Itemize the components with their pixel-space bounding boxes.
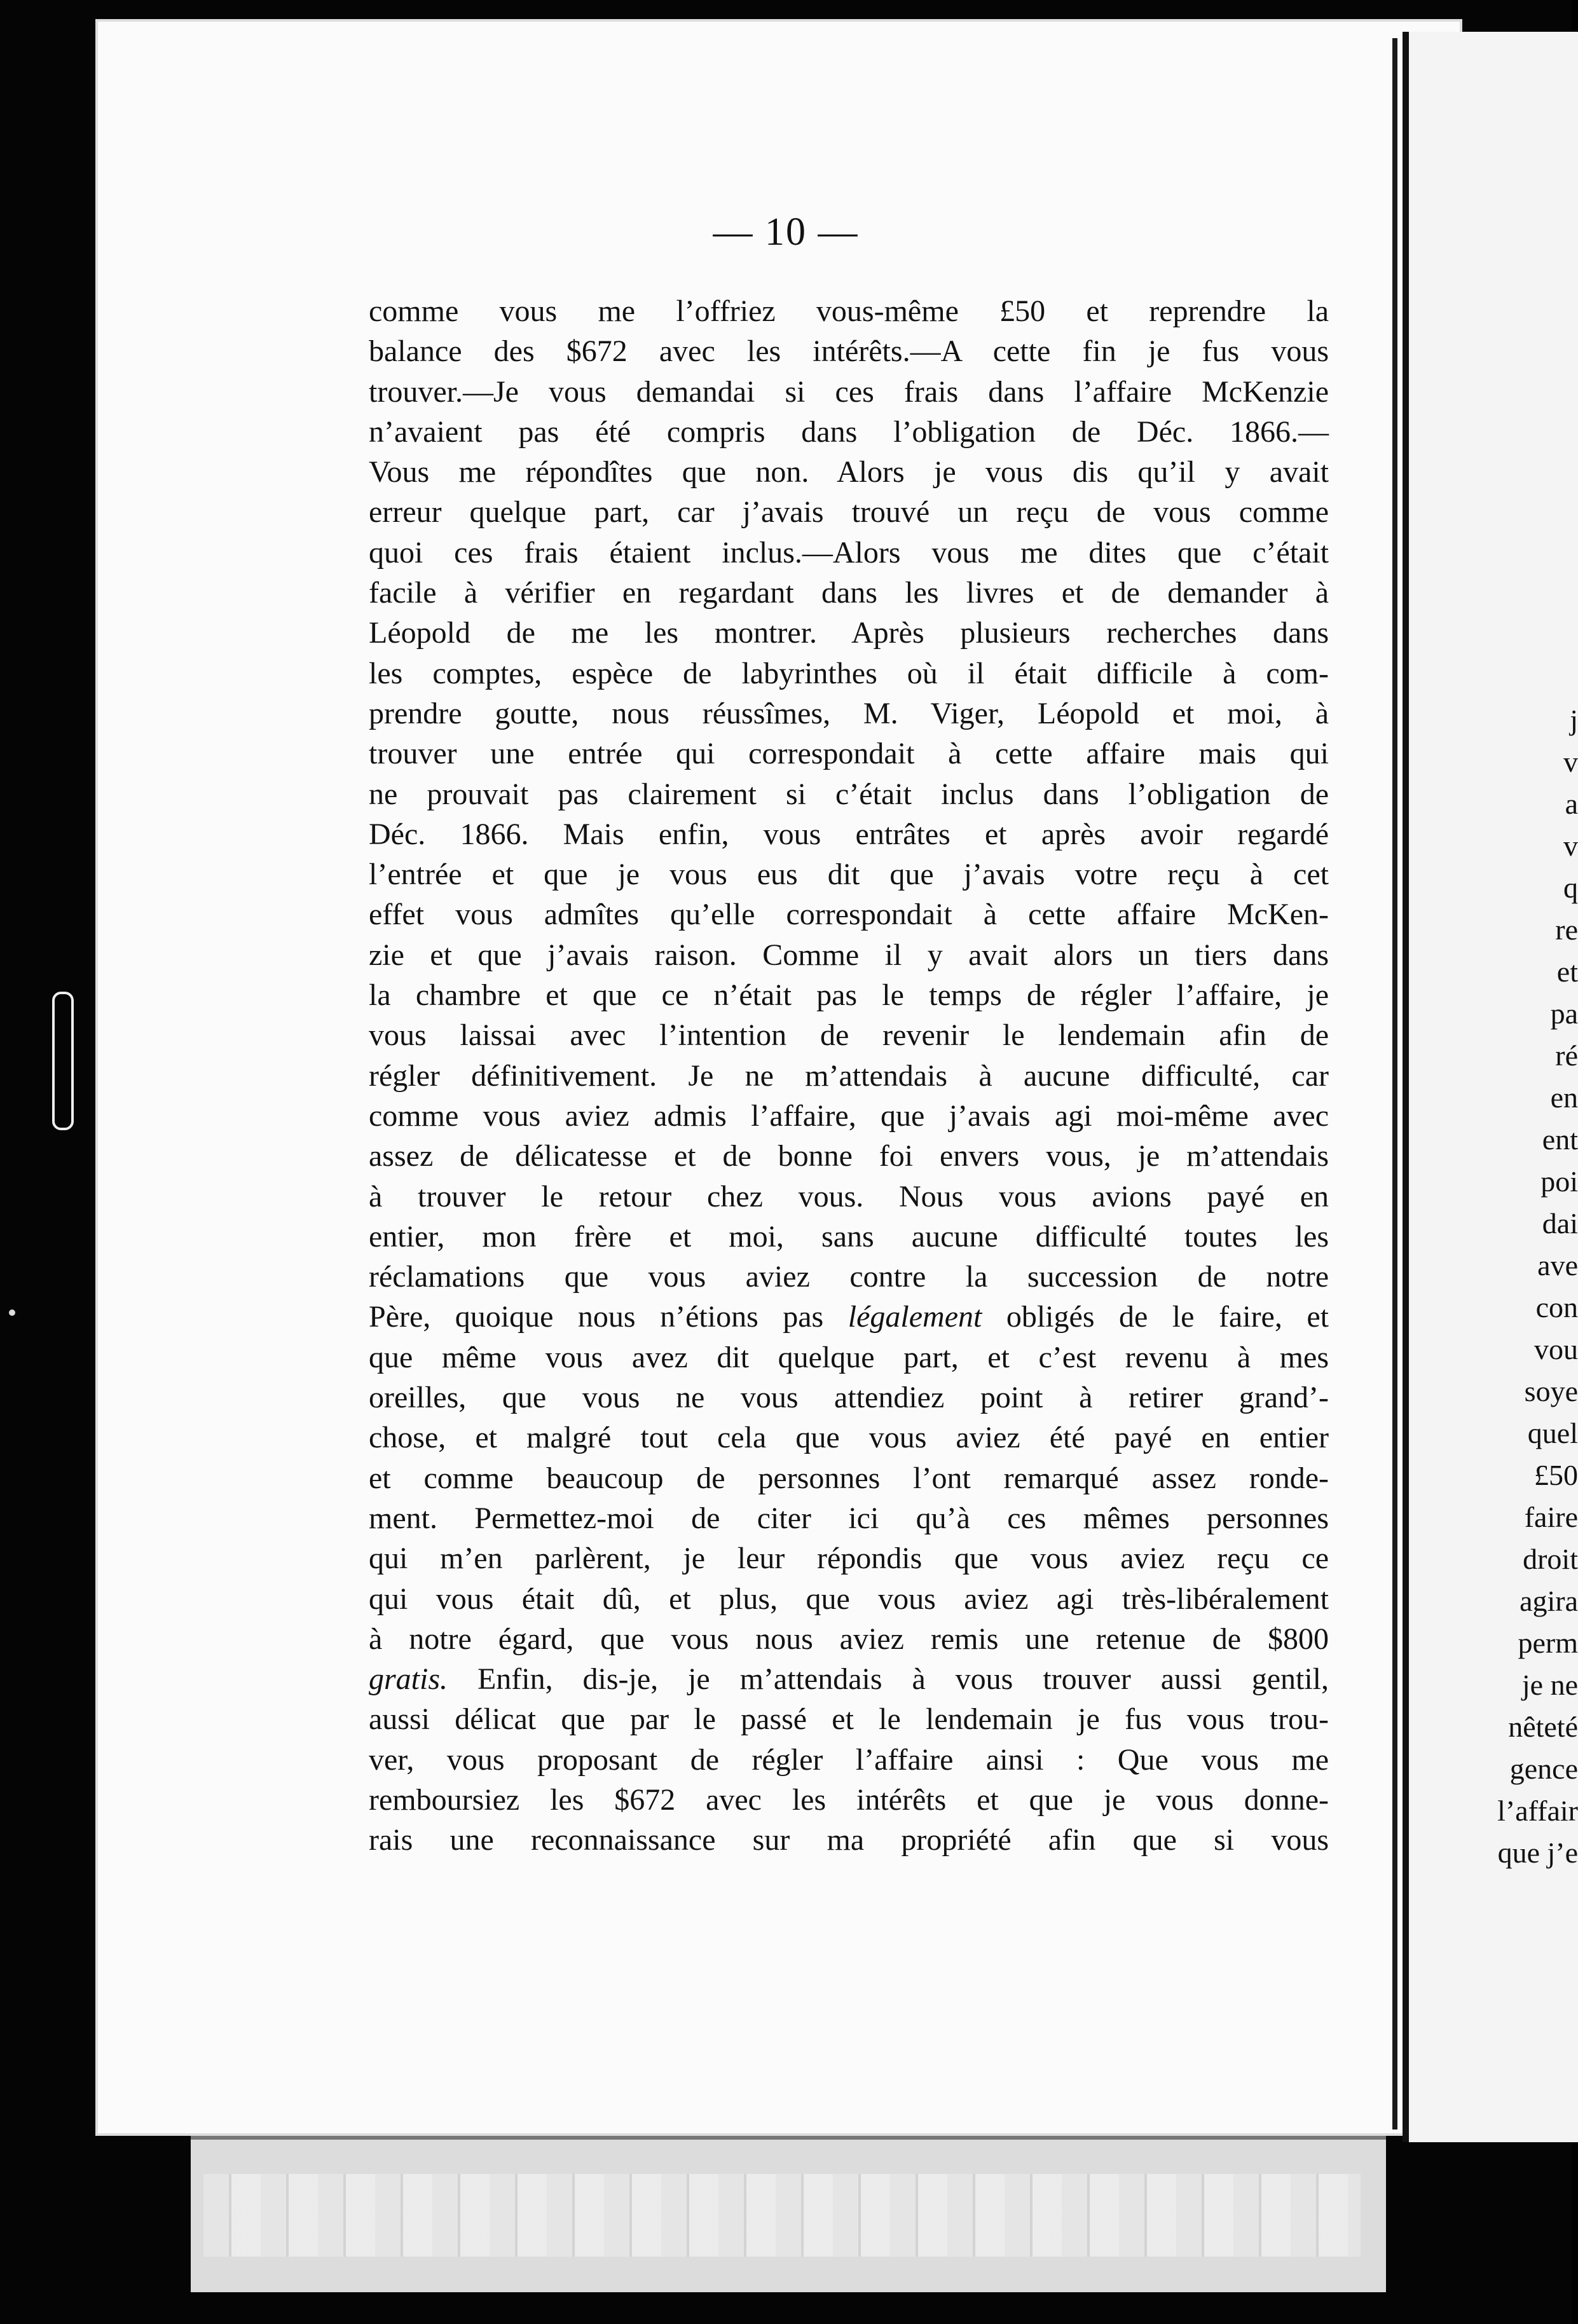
right-page-fragment-line: ré	[1555, 1039, 1578, 1072]
right-page-fragment-line: dai	[1542, 1207, 1578, 1240]
text-run: Père, quoique nous n’étions pas	[369, 1300, 848, 1334]
text-line: trouver une entrée qui correspondait à cette affaire mais qui	[369, 737, 1329, 771]
text-line: ver, vous proposant de régler l’affaire ainsi : Que vous me	[369, 1742, 1329, 1777]
right-page-fragment-line: re	[1555, 913, 1578, 946]
right-page-fragment	[1403, 32, 1578, 2142]
text-line: chose, et malgré tout cela que vous aviez été payé en entier	[369, 1421, 1329, 1455]
text-line: ment. Permettez-moi de citer ici qu’à ces mêmes personnes	[369, 1501, 1329, 1535]
text-run: Enfin, dis-je, je m’attendais à vous trouver aussi gentil,	[448, 1662, 1329, 1697]
right-page-fragment-line: pa	[1550, 997, 1578, 1030]
right-page-fragment-line: ave	[1537, 1249, 1578, 1282]
text-line: n’avaient pas été compris dans l’obligation de Déc. 1866.—	[369, 414, 1329, 449]
text-line: vous laissai avec l’intention de revenir le lendemain afin de	[369, 1018, 1329, 1053]
right-page-fragment-line: en	[1550, 1081, 1578, 1114]
text-line: balance des $672 avec les intérêts.—A cette fin je fus vous	[369, 334, 1329, 369]
text-line: à trouver le retour chez vous. Nous vous avions payé en	[369, 1179, 1329, 1213]
right-page-fragment-line: je ne	[1521, 1669, 1578, 1701]
right-page-fragment-line: £50	[1534, 1459, 1578, 1491]
binding-clip-mark	[52, 992, 74, 1130]
text-line: assez de délicatesse et de bonne foi envers vous, je m’attendais	[369, 1139, 1329, 1173]
text-line: zie et que j’avais raison. Comme il y avait alors un tiers dans	[369, 938, 1329, 972]
text-line: quoi ces frais étaient inclus.—Alors vous me dites que c’était	[369, 535, 1329, 570]
right-page-fragment-line: gence	[1509, 1753, 1578, 1785]
page-stack-edges	[203, 2174, 1361, 2257]
page-number: — 10 —	[713, 210, 859, 254]
right-page-fragment-line: poi	[1540, 1165, 1578, 1198]
text-line: oreilles, que vous ne vous attendiez point à retirer grand’-	[369, 1381, 1329, 1415]
italic-word: gratis.	[369, 1662, 448, 1697]
page-body-text	[369, 291, 1329, 1861]
text-line: les comptes, espèce de labyrinthes où il était difficile à com-	[369, 656, 1329, 690]
text-line: à notre égard, que vous nous aviez remis une retenue de $800	[369, 1622, 1329, 1656]
text-line: que même vous avez dit quelque part, et c’est revenu à mes	[369, 1340, 1329, 1374]
right-page-fragment-line: v	[1563, 830, 1578, 862]
text-line: effet vous admîtes qu’elle correspondait à cette affaire McKen-	[369, 898, 1329, 932]
text-line-with-italic	[369, 1659, 1329, 1699]
text-line: rais une reconnaissance sur ma propriété afin que si vous	[369, 1823, 1329, 1857]
right-page-fragment-line: vou	[1534, 1333, 1578, 1365]
text-line: trouver.—Je vous demandai si ces frais dans l’affaire McKenzie	[369, 374, 1329, 409]
right-page-fragment-line: con	[1535, 1291, 1578, 1323]
right-page-fragment-line: q	[1563, 871, 1578, 904]
text-line: comme vous me l’offriez vous-même £50 et reprendre la	[369, 294, 1329, 328]
right-page-fragment-line: agira	[1520, 1585, 1578, 1617]
page-gutter-shadow	[1392, 38, 1397, 2129]
text-line: régler définitivement. Je ne m’attendais à aucune difficulté, car	[369, 1058, 1329, 1093]
right-page-fragment-line: nêteté	[1508, 1711, 1578, 1743]
right-page-fragment-line: quel	[1527, 1417, 1578, 1449]
right-page-fragment-line: perm	[1518, 1627, 1578, 1659]
text-line: ne prouvait pas clairement si c’était inclus dans l’obligation de	[369, 777, 1329, 811]
right-page-fragment-line: soye	[1524, 1375, 1578, 1407]
right-page-fragment-line: et	[1556, 955, 1578, 988]
text-line: aussi délicat que par le passé et le lendemain je fus vous trou-	[369, 1702, 1329, 1737]
text-line-with-italic	[369, 1297, 1329, 1337]
text-line: réclamations que vous aviez contre la succession de notre	[369, 1260, 1329, 1294]
text-line: erreur quelque part, car j’avais trouvé un reçu de vous comme	[369, 495, 1329, 530]
right-page-fragment-line: v	[1563, 746, 1578, 778]
right-page-fragment-line: faire	[1524, 1501, 1578, 1533]
text-line: remboursiez les $672 avec les intérêts et que je vous donne-	[369, 1782, 1329, 1817]
text-line: entier, mon frère et moi, sans aucune difficulté toutes les	[369, 1219, 1329, 1254]
text-line: et comme beaucoup de personnes l’ont remarqué assez ronde-	[369, 1461, 1329, 1495]
text-line: facile à vérifier en regardant dans les livres et de demander à	[369, 576, 1329, 610]
text-line: l’entrée et que je vous eus dit que j’avais votre reçu à cet	[369, 858, 1329, 892]
text-line: Déc. 1866. Mais enfin, vous entrâtes et après avoir regardé	[369, 817, 1329, 851]
right-page-fragment-line: l’affair	[1497, 1794, 1578, 1827]
right-page-fragment-line: ent	[1542, 1123, 1578, 1156]
right-page-fragment-line: a	[1565, 788, 1578, 820]
text-line: comme vous aviez admis l’affaire, que j’avais agi moi-même avec	[369, 1098, 1329, 1133]
text-line: la chambre et que ce n’était pas le temps de régler l’affaire, je	[369, 978, 1329, 1013]
text-line: qui vous était dû, et plus, que vous aviez agi très-libéralement	[369, 1582, 1329, 1616]
right-page-fragment-line: j	[1570, 704, 1578, 736]
margin-speck	[9, 1309, 15, 1316]
text-line: prendre goutte, nous réussîmes, M. Viger, Léopold et moi, à	[369, 696, 1329, 730]
right-page-text-fragments	[1497, 699, 1578, 1874]
text-line: Léopold de me les montrer. Après plusieurs recherches dans	[369, 616, 1329, 650]
text-line: qui m’en parlèrent, je leur répondis que vous aviez reçu ce	[369, 1541, 1329, 1576]
text-line: Vous me répondîtes que non. Alors je vous dis qu’il y avait	[369, 455, 1329, 489]
italic-word: légalement	[847, 1300, 982, 1334]
text-run: obligés de le faire, et	[982, 1300, 1329, 1334]
right-page-fragment-line: droit	[1523, 1543, 1578, 1575]
right-page-fragment-line: que j’e	[1497, 1836, 1578, 1869]
